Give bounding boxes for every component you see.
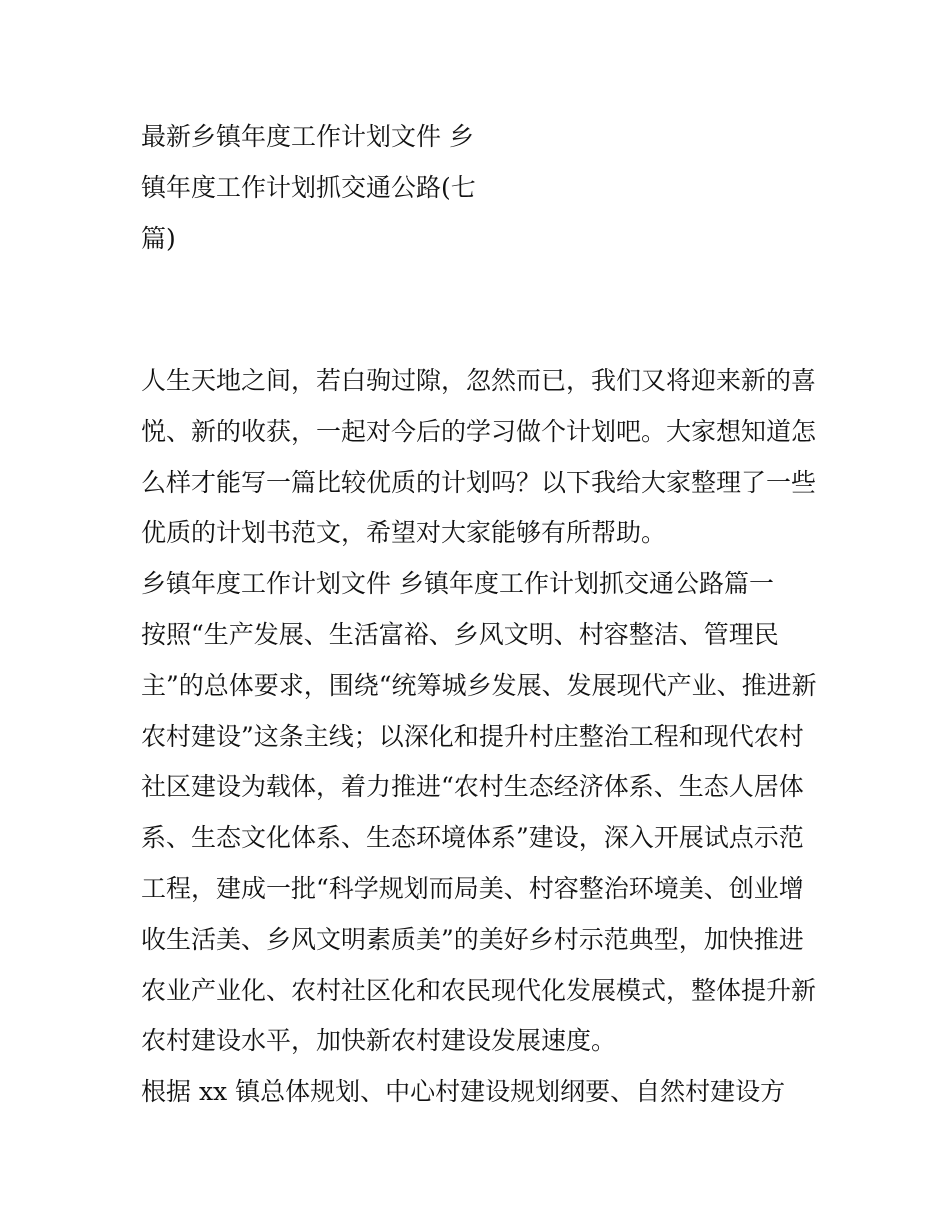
text-line: 乡镇年度工作计划文件 乡镇年度工作计划抓交通公路篇一: [141, 569, 774, 599]
text-line: 悦、新的收获，一起对今后的学习做个计划吧。大家想知道怎: [141, 416, 817, 446]
document-body: [141, 356, 821, 1118]
text-line: 优质的计划书范文，希望对大家能够有所帮助。: [141, 518, 667, 548]
body-paragraph: [141, 1067, 821, 1118]
text-line: 收生活美、乡风文明素质美”的美好乡村示范典型，加快推进: [141, 924, 804, 954]
text-line: 人生天地之间，若白驹过隙，忽然而已，我们又将迎来新的喜: [141, 366, 817, 395]
text-line: 工程，建成一批“科学规划而局美、村容整治环境美、创业增: [141, 873, 804, 903]
title-line: 镇年度工作计划抓交通公路(七: [141, 172, 476, 202]
body-paragraph: [141, 610, 821, 1067]
title-line: 最新乡镇年度工作计划文件 乡: [141, 122, 474, 151]
section-heading: [141, 559, 821, 610]
text-line: 按照“生产发展、生活富裕、乡风文明、村容整洁、管理民: [141, 619, 779, 649]
text-line: 根据 xx 镇总体规划、中心村建设规划纲要、自然村建设方: [141, 1077, 786, 1107]
text-line: 系、生态文化体系、生态环境体系”建设，深入开展试点示范: [141, 823, 804, 853]
intro-paragraph: [141, 356, 821, 559]
text-line: 社区建设为载体，着力推进“农村生态经济体系、生态人居体: [141, 772, 804, 802]
document-title: [141, 112, 821, 264]
text-line: 农业产业化、农村社区化和农民现代化发展模式，整体提升新: [141, 975, 817, 1005]
title-line: 篇): [141, 223, 176, 253]
text-line: 么样才能写一篇比较优质的计划吗？以下我给大家整理了一些: [141, 467, 817, 497]
text-line: 主”的总体要求，围绕“统筹城乡发展、发展现代产业、推进新: [141, 670, 817, 700]
text-line: 农村建设水平，加快新农村建设发展速度。: [141, 1026, 617, 1056]
text-line: 农村建设”这条主线；以深化和提升村庄整治工程和现代农村: [141, 721, 804, 751]
